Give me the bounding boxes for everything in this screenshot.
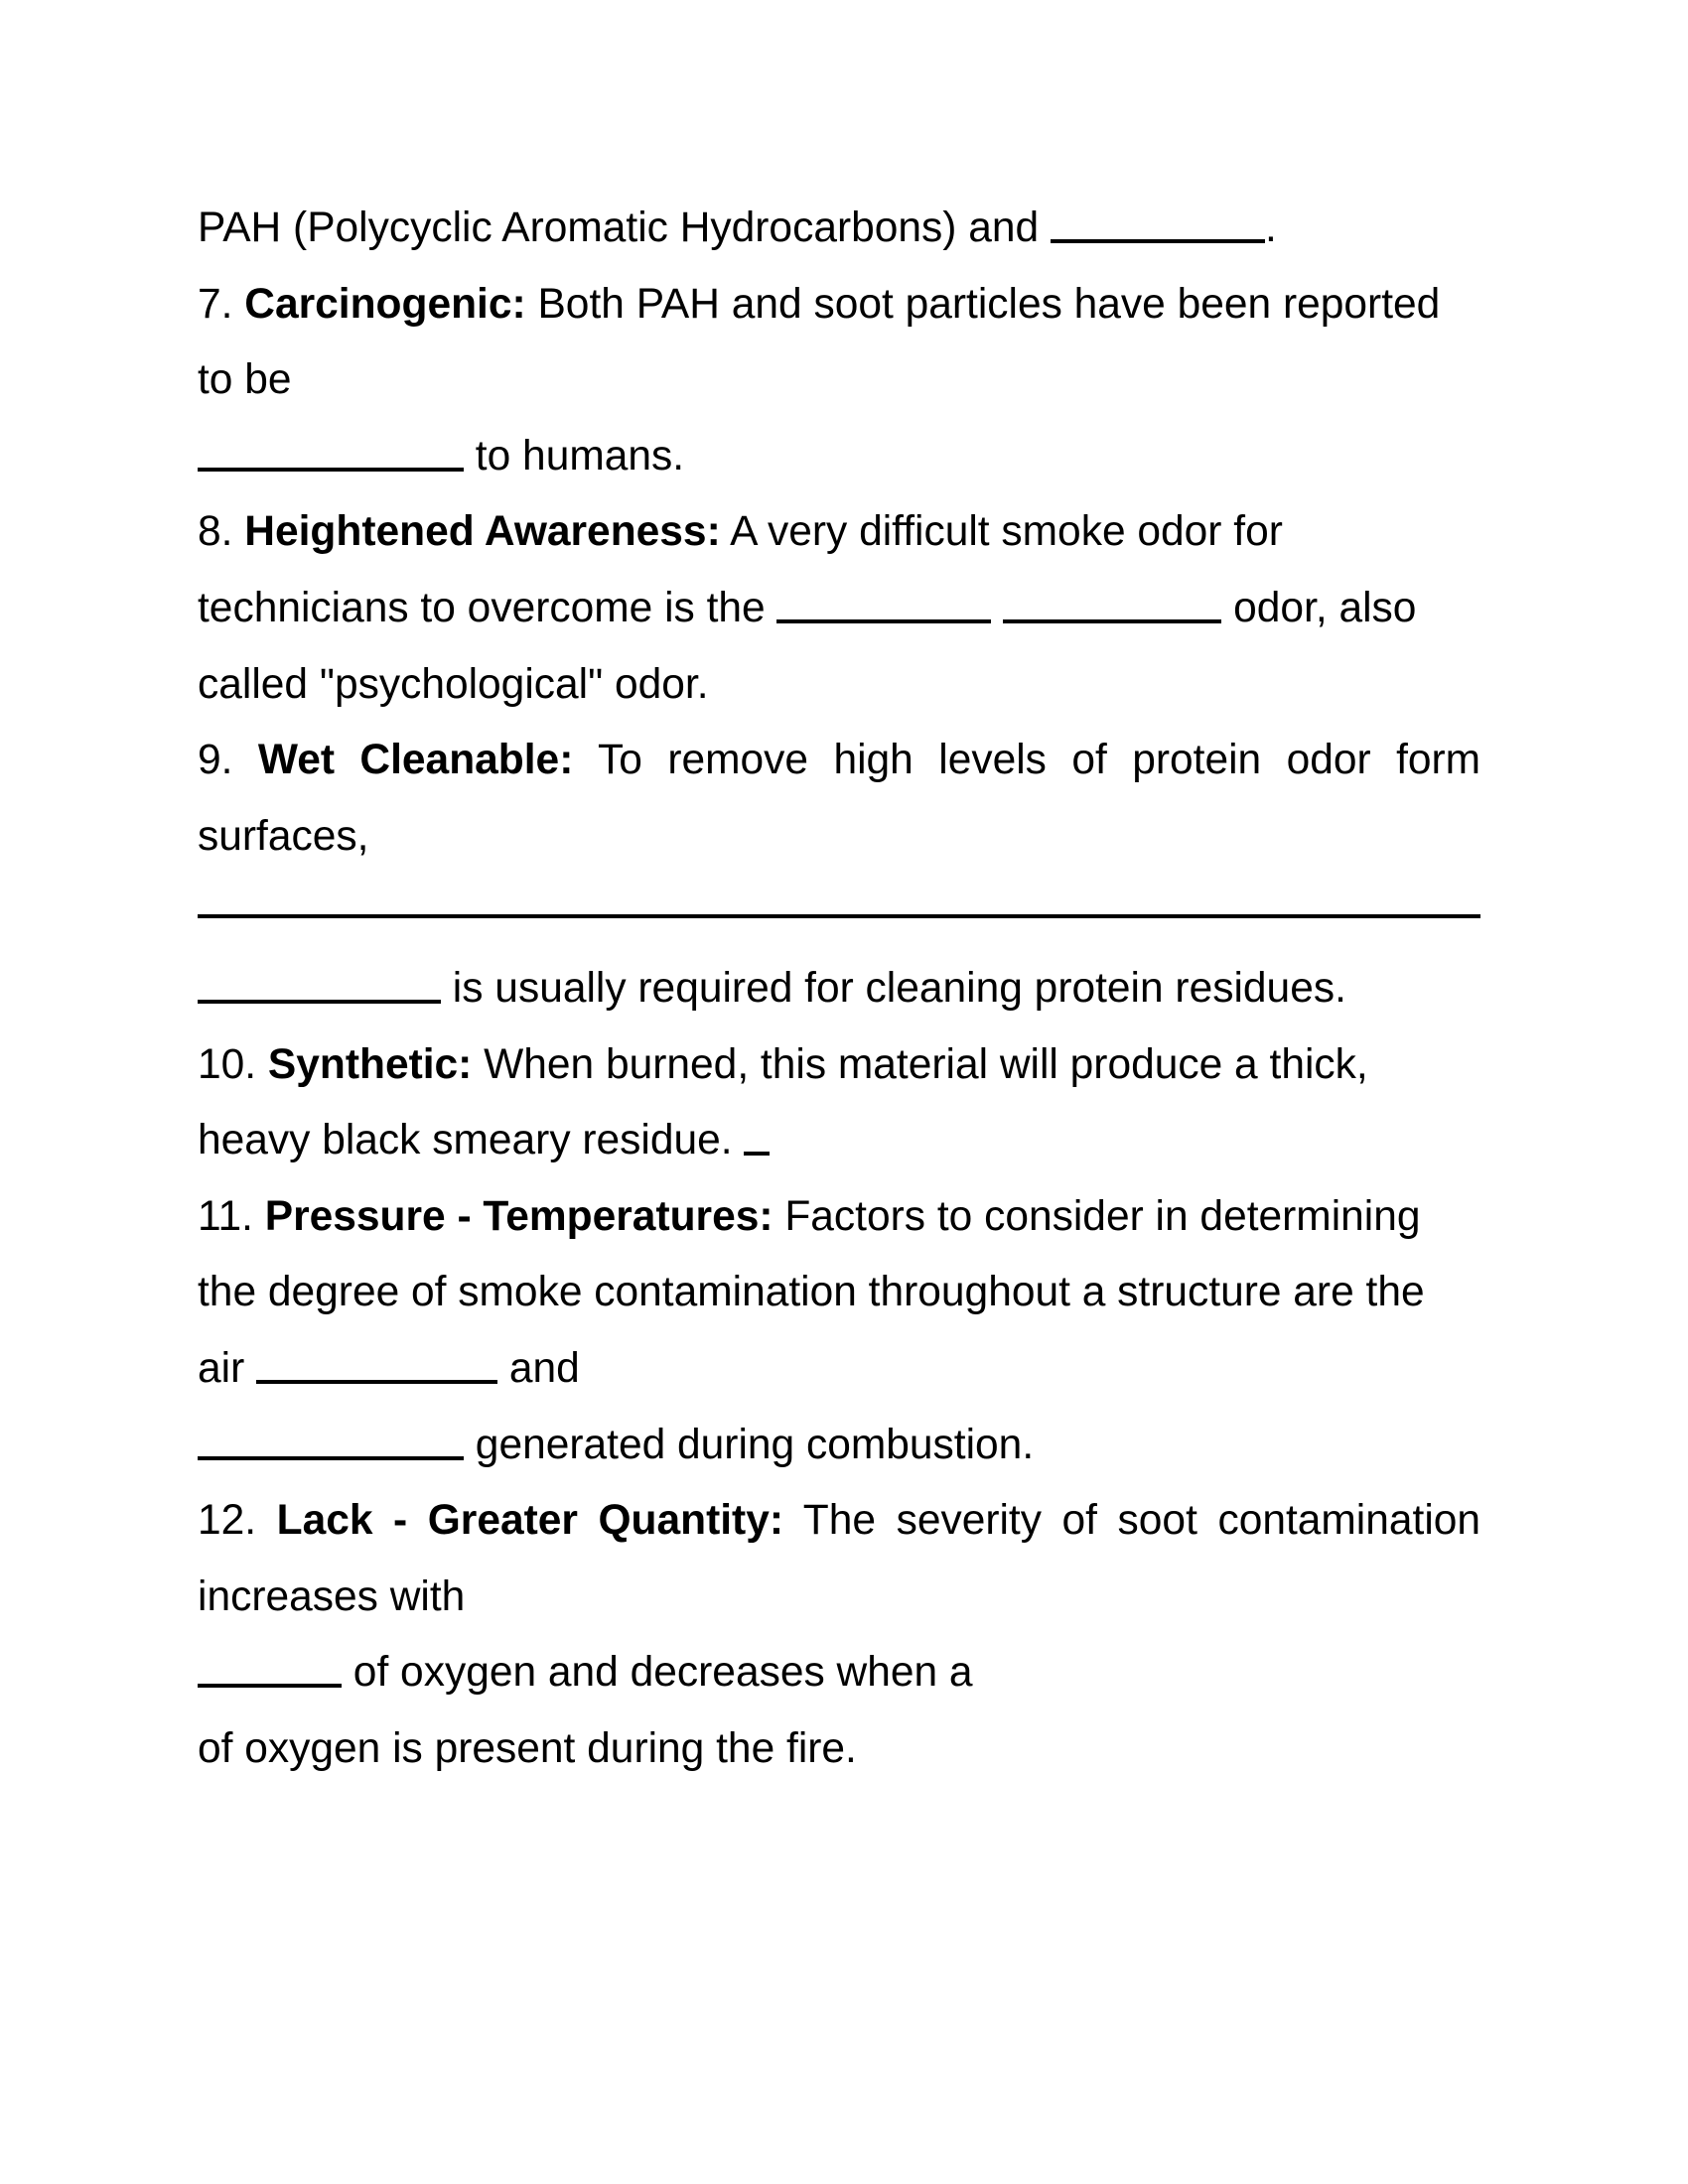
answer-blank-lack[interactable]: [198, 1644, 342, 1688]
q7-line-2: [198, 342, 1480, 419]
q8-line-1: [198, 494, 1480, 571]
pah-period: .: [1264, 205, 1277, 251]
q11-text-5: generated during combustion.: [464, 1421, 1035, 1468]
q8-line-2: [198, 571, 1480, 647]
answer-blank-soot[interactable]: [1051, 200, 1265, 243]
q9-term: Wet Cleanable:: [257, 737, 574, 784]
q11-line-4: [198, 1408, 1480, 1484]
q7-text-1: Both PAH and soot particles have been reported: [525, 280, 1441, 328]
worksheet-text: [198, 191, 1480, 1787]
pah-line: [198, 191, 1480, 267]
q11-line-3: [198, 1331, 1480, 1408]
q10-line-1: [198, 1027, 1480, 1104]
q9-word: remove: [667, 737, 809, 784]
answer-blank-pressure[interactable]: [256, 1340, 497, 1384]
q9-number: 9.: [198, 737, 233, 784]
q11-term: Pressure - Temperatures:: [264, 1192, 774, 1240]
q9-text-3: is usually required for cleaning protein residues.: [441, 964, 1346, 1012]
q9-line-3: [198, 951, 1480, 1027]
q10-line-2: [198, 1103, 1480, 1179]
q9-text-2: surfaces,: [198, 812, 369, 860]
q11-line-1: [198, 1179, 1480, 1256]
q11-number: 11.: [198, 1192, 265, 1240]
q8-term: Heightened Awareness:: [244, 508, 721, 556]
q11-text-2: the degree of smoke contamination throughout a structure are the: [198, 1269, 1425, 1316]
q12-line-3: [198, 1635, 1480, 1711]
pah-text: PAH (Polycyclic Aromatic Hydrocarbons) and: [198, 205, 1051, 251]
q10-term: Synthetic:: [267, 1040, 473, 1088]
q12-line-4: [198, 1711, 1480, 1788]
answer-blank-carcinogenic[interactable]: [198, 427, 464, 471]
answer-blank-heightened[interactable]: [776, 580, 991, 623]
q12-word: severity: [896, 1497, 1042, 1545]
q12-line-1: [198, 1483, 1480, 1560]
q7-number: 7.: [198, 280, 245, 328]
q7-text-2: to be: [198, 356, 292, 404]
q9-word: protein: [1132, 737, 1262, 784]
q12-text-3: of oxygen and decreases when a: [342, 1649, 973, 1697]
q9-word: form: [1396, 737, 1481, 784]
answer-line-full: [198, 914, 1480, 918]
answer-blank-awareness[interactable]: [1003, 580, 1221, 623]
q9-word: odor: [1286, 737, 1371, 784]
q11-text-4: and: [497, 1344, 580, 1392]
q8-line-3: [198, 647, 1480, 724]
q12-word: of: [1061, 1497, 1097, 1545]
q12-word: The: [802, 1497, 877, 1545]
q11-text-3: air: [198, 1344, 257, 1392]
q9-line-1: [198, 723, 1480, 799]
q7-line-1: [198, 267, 1480, 343]
q7-text-3: to humans.: [464, 432, 685, 479]
q8-text-2: technicians to overcome is the: [198, 584, 777, 631]
q7-term: Carcinogenic:: [244, 280, 526, 328]
q12-line-2: [198, 1560, 1480, 1636]
q9-answer-rule[interactable]: [198, 875, 1480, 951]
answer-blank-wet-cleaning[interactable]: [198, 960, 441, 1004]
answer-blank-temperatures[interactable]: [198, 1416, 464, 1459]
answer-blank-synthetic[interactable]: [744, 1112, 770, 1156]
q12-word: contamination: [1217, 1497, 1481, 1545]
q9-word: high: [833, 737, 914, 784]
q11-text-1: Factors to consider in determining: [773, 1192, 1421, 1240]
q9-word: levels: [938, 737, 1047, 784]
q12-text-2: increases with: [198, 1572, 466, 1620]
q12-text-4: of oxygen is present during the fire.: [198, 1724, 857, 1772]
q8-text-3: odor, also: [1221, 584, 1417, 631]
q7-line-3: [198, 419, 1480, 495]
q8-text-4: called "psychological" odor.: [198, 660, 709, 708]
q12-word: soot: [1117, 1497, 1197, 1545]
q10-number: 10.: [198, 1040, 268, 1088]
q12-term: Lack - Greater Quantity:: [276, 1497, 783, 1545]
q9-word: To: [598, 737, 642, 784]
q12-number: 12.: [198, 1497, 257, 1545]
q9-line-2: [198, 799, 1480, 876]
q8-text-1: A very difficult smoke odor for: [720, 508, 1283, 556]
q8-number: 8.: [198, 508, 245, 556]
q10-text-1: When burned, this material will produce a thick,: [472, 1040, 1368, 1088]
q9-word: of: [1071, 737, 1107, 784]
q11-line-2: [198, 1255, 1480, 1331]
q10-text-2: heavy black smeary residue.: [198, 1117, 745, 1164]
